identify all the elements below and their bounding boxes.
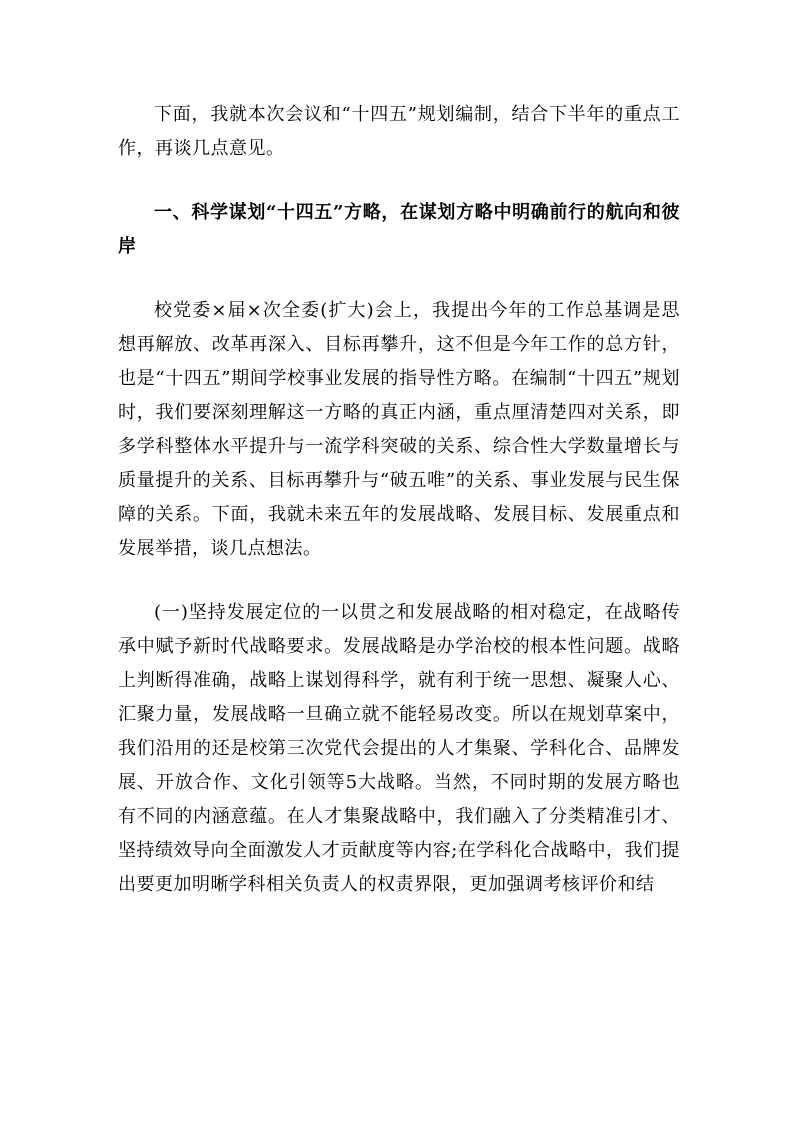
body-paragraph: 校党委×届×次全委(扩大)会上，我提出今年的工作总基调是思想再解放、改革再深入、目标再攀升，这不但是今年工作的总方针，也是“十四五”期间学校事业发展的指导性方略。在编制“十四五”规划时，我们要深刻理解这一方略的真正内涵，重点厘清楚四对关系，即多学科整体水平提升与一流学科突破的关系、综合性大学数量增长与质量提升的关系、目标再攀升与“破五唯”的关系、事业发展与民生保障的关系。下面，我就未来五年的发展战略、发展目标、发展重点和发展举措，谈几点想法。 — [118, 300, 680, 559]
body-paragraph: (一)坚持发展定位的一以贯之和发展战略的相对稳定，在战略传承中赋予新时代战略要求。发展战略是办学治校的根本性问题。战略上判断得准确，战略上谋划得科学，就有利于统一思想、凝聚人心、汇聚力量，发展战略一旦确立就不能轻易改变。所以在规划草案中，我们沿用的还是校第三次党代会提出的人才集聚、学科化合、品牌发展、开放合作、文化引领等5大战略。当然，不同时期的发展方略也有不同的内涵意蕴。在人才集聚战略中，我们融入了分类精准引才、坚持绩效导向全面激发人才贡献度等内容;在学科化合战略中，我们提出要更加明晰学科相关负责人的权责界限，更加强调考核评价和结 — [118, 602, 680, 895]
intro-paragraph: 下面，我就本次会议和“十四五”规划编制，结合下半年的重点工作，再谈几点意见。 — [118, 104, 680, 159]
section-heading: 一、科学谋划“十四五”方略，在谋划方略中明确前行的航向和彼岸 — [118, 202, 680, 257]
document-body — [118, 98, 680, 902]
